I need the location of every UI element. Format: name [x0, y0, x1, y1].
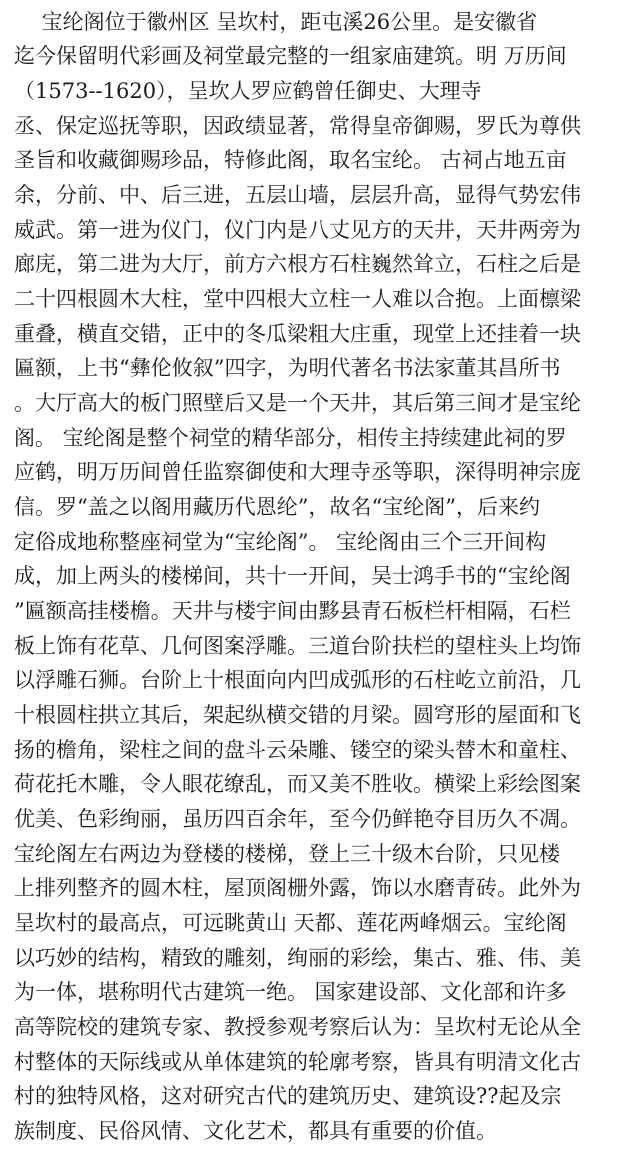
- text-line: 廊庑，第二进为大厅，前方六根方石柱巍然耸立，石柱之后是: [14, 252, 581, 276]
- text-line: 二十四根圆木大柱，堂中四根大立柱一人难以合抱。上面檩梁: [14, 287, 581, 311]
- text-line: 荷花托木雕，令人眼花缭乱，而又美不胜收。横梁上彩绘图案: [14, 772, 581, 796]
- text-line: 十根圆柱拱立其后，架起纵横交错的月梁。圆穹形的屋面和飞: [14, 703, 581, 727]
- text-line: 威武。第一进为仪门，仪门内是八丈见方的天井，天井两旁为: [14, 218, 581, 242]
- text-line: 宝纶阁位于徽州区 呈坎村，距屯溪26公里。是安徽省: [14, 10, 538, 34]
- text-line: 族制度、民俗风情、文化艺术，都具有重要的价值。: [14, 1119, 497, 1143]
- text-line: 迄今保留明代彩画及祠堂最完整的一组家庙建筑。明 万历间: [14, 44, 567, 68]
- text-line: 村整体的天际线或从单体建筑的轮廓考察，皆具有明清文化古: [14, 1050, 581, 1074]
- text-line: 余，分前、中、后三进，五层山墙，层层升高，显得气势宏伟: [14, 183, 581, 207]
- text-line: 高等院校的建筑专家、教授参观考察后认为：呈坎村无论从全: [14, 1015, 581, 1039]
- text-line: 村的独特风格，这对研究古代的建筑历史、建筑设??起及宗: [14, 1084, 562, 1108]
- text-line: 信。罗“盖之以阁用藏历代恩纶”，故名“宝纶阁”，后来约: [14, 495, 540, 519]
- text-line: 为一体，堪称明代古建筑一绝。 国家建设部、文化部和许多: [14, 980, 567, 1004]
- text-line: 阁。 宝纶阁是整个祠堂的精华部分，相传主持续建此祠的罗: [14, 426, 567, 450]
- text-line: 以巧妙的结构，精致的雕刻，绚丽的彩绘，集古、雅、伟、美: [14, 946, 581, 970]
- text-line: 上排列整齐的圆木柱，屋顶阁栅外露，饰以水磨青砖。此外为: [14, 876, 581, 900]
- text-line: 扬的檐角，梁柱之间的盘斗云朵雕、镂空的梁头替木和童柱、: [14, 738, 581, 762]
- text-line: （1573--1620），呈坎人罗应鹤曾任御史、大理寺: [14, 79, 482, 103]
- text-line: ”匾额高挂楼檐。天井与楼宇间由黟县青石板栏杆相隔，石栏: [14, 599, 571, 623]
- text-line: 丞、保定巡抚等职，因政绩显著，常得皇帝御赐，罗氏为尊供: [14, 114, 581, 138]
- text-line: 以浮雕石狮。台阶上十根面向内凹成弧形的石柱屹立前沿，几: [14, 668, 581, 692]
- text-line: 匾额，上书“彝伦攸叙”四字，为明代著名书法家董其昌所书: [14, 356, 561, 380]
- text-line: 板上饰有花草、几何图案浮雕。三道台阶扶栏的望柱头上均饰: [14, 634, 581, 658]
- text-line: 呈坎村的最高点，可远眺黄山 天都、莲花两峰烟云。宝纶阁: [14, 911, 567, 935]
- text-line: 重叠，横直交错，正中的冬瓜梁粗大庄重，现堂上还挂着一块: [14, 322, 581, 346]
- text-line: 宝纶阁左右两边为登楼的楼梯，登上三十级木台阶，只见楼: [14, 842, 560, 866]
- text-line: 应鹤，明万历间曾任监察御使和大理寺丞等职，深得明神宗庞: [14, 460, 581, 484]
- text-line: 成，加上两头的楼梯间，共十一开间，吴士鸿手书的“宝纶阁: [14, 564, 571, 588]
- text-line: 。大厅高大的板门照壁后又是一个天井，其后第三间才是宝纶: [14, 391, 581, 415]
- text-line: 优美、色彩绚丽，虽历四百余年，至今仍鲜艳夺目历久不凋。: [14, 807, 581, 831]
- text-line: 定俗成地称整座祠堂为“宝纶阁”。 宝纶阁由三个三开间构: [14, 530, 547, 554]
- text-line: 圣旨和收藏御赐珍品，特修此阁，取名宝纶。 古祠占地五亩: [14, 148, 567, 172]
